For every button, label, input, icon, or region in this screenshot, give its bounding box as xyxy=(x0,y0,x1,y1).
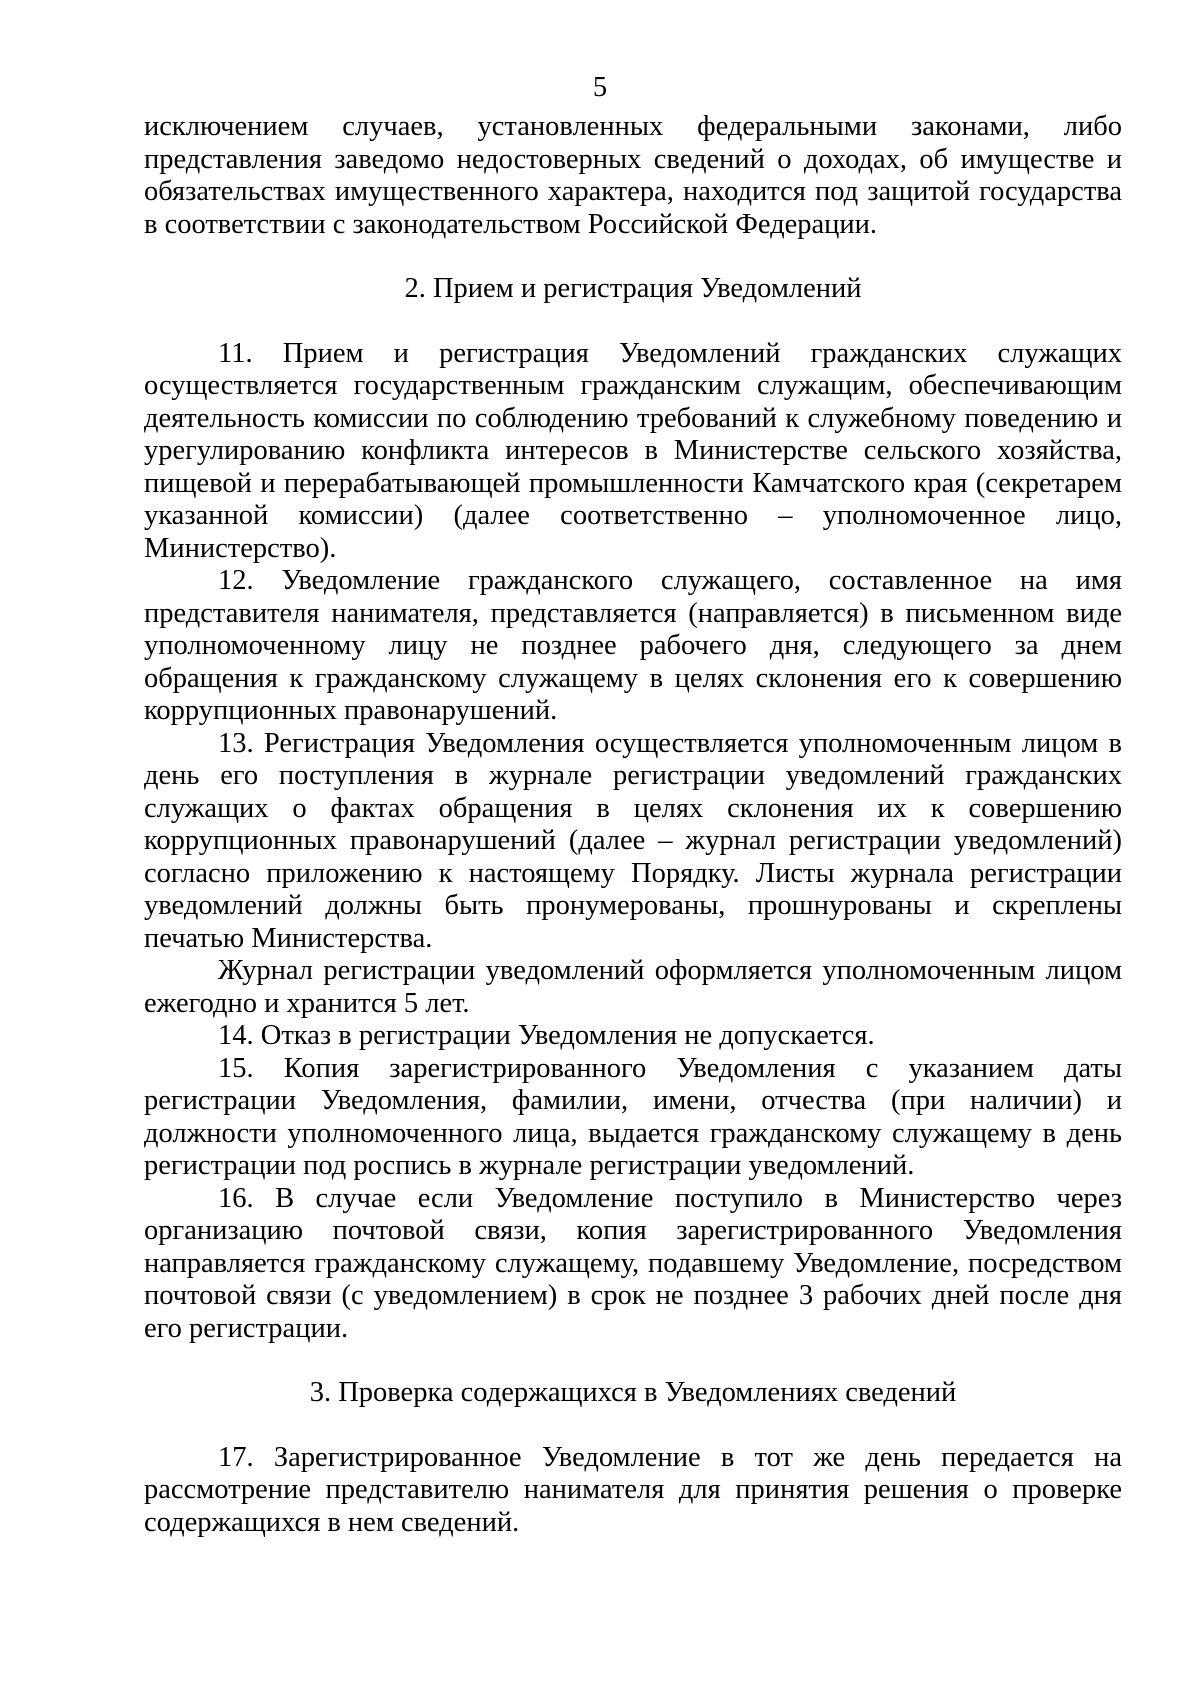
section-heading-3: 3. Проверка содержащихся в Уведомлениях сведений xyxy=(309,1377,957,1408)
page-number: 5 xyxy=(592,72,608,103)
paragraph-15: 15. Копия зарегистрированного Уведомления с указанием даты регистрации Уведомления, фамилии, имени, отчества (при наличии) и должности уполномоченного лица, выдается гражданскому служащему в день регистрации под роспись в журнале регистрации уведомлений. xyxy=(144,1052,1122,1181)
paragraph-13: 13. Регистрация Уведомления осуществляется уполномоченным лицом в день его поступления в журнале регистрации уведомлений гражданских служащих о фактах обращения в целях склонения их к совершению коррупционных правонарушений (далее – журнал регистрации уведомлений) согласно приложению к настоящему Порядку. Листы журнала регистрации уведомлений должны быть пронумерованы, прошнурованы и скреплены печатью Министерства. xyxy=(144,727,1122,954)
paragraph-12: 12. Уведомление гражданского служащего, составленное на имя представителя нанимателя, представляется (направляется) в письменном виде уполномоченному лицу не позднее рабочего дня, следующего за днем обращения к гражданскому служащему в целях склонения его к совершению коррупционных правонарушений. xyxy=(144,565,1122,726)
paragraph-14: 14. Отказ в регистрации Уведомления не допускается. xyxy=(218,1020,875,1051)
paragraph-continuation: исключением случаев, установленных федеральными законами, либо представления заведомо недостоверных сведений о доходах, об имуществе и обязательствах имущественного характера, находится под защитой государства в соответствии с законодательством Российской Федерации. xyxy=(144,111,1122,240)
section-heading-2: 2. Прием и регистрация Уведомлений xyxy=(404,273,862,304)
document-body xyxy=(144,111,1122,1539)
paragraph-17: 17. Зарегистрированное Уведомление в тот же день передается на рассмотрение представителю нанимателя для принятия решения о проверке содержащихся в нем сведений. xyxy=(144,1441,1122,1538)
paragraph-16: 16. В случае если Уведомление поступило в Министерство через организацию почтовой связи, копия зарегистрированного Уведомления направляется гражданскому служащему, подавшему Уведомление, посредством почтовой связи (с уведомлением) в срок не позднее 3 рабочих дней после дня его регистрации. xyxy=(144,1182,1122,1344)
paragraph-11: 11. Прием и регистрация Уведомлений гражданских служащих осуществляется государственным гражданским служащим, обеспечивающим деятельность комиссии по соблюдению требований к служебному поведению и урегулированию конфликта интересов в Министерстве сельского хозяйства, пищевой и перерабатывающей промышленности Камчатского края (секретарем указанной комиссии) (далее соответственно – уполномоченное лицо, Министерство). xyxy=(144,337,1122,564)
paragraph-13-journal: Журнал регистрации уведомлений оформляется уполномоченным лицом ежегодно и хранится 5 лет. xyxy=(144,955,1122,1019)
